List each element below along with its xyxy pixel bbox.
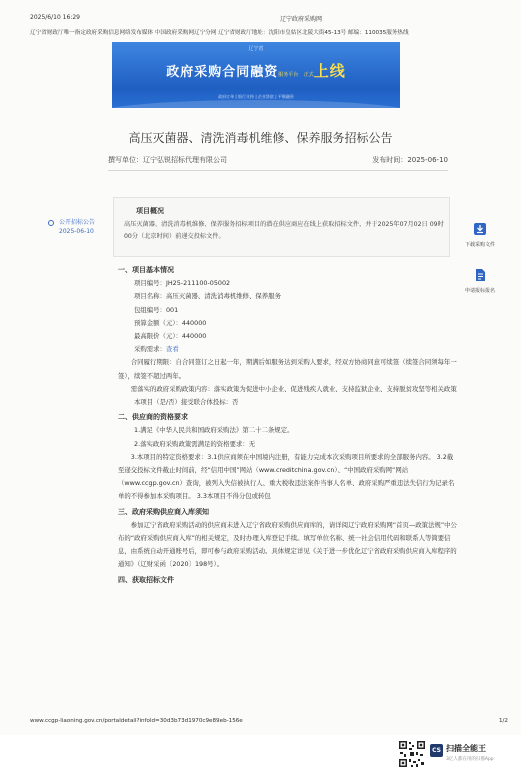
- section-4-heading: 四、获取招标文件: [118, 575, 174, 584]
- qualification-3: 3.本项目的特定资格要求：3.1供应商须在中国境内注册，有能力完成本次采购项目所要求的全部服务内容。 3.2截至递交投标文件截止时间前，经“信用中国”网站（www.creditchina.gov.cn）、“中国政府采购网”网站（www.ccgp.gov.cn）查询，被列入失信被执行人、重大税收违法案件当事人名单、政府采购严重违法失信行为记录名单的不得参加本采购项目。 3.3本项目不得分包或转包: [118, 452, 455, 501]
- notice-title: 高压灭菌器、清洗消毒机维修、保养服务招标公告: [128, 131, 393, 145]
- project-number: 项目编号：JH25-211100-05002: [134, 279, 231, 288]
- consortium-bid: 本项目（是/否）接受联合体投标：否: [134, 398, 239, 407]
- project-overview: [113, 197, 450, 257]
- timeline-dot-icon: [48, 220, 54, 226]
- package-number: 包组编号：001: [134, 305, 179, 314]
- banner-title: [112, 60, 400, 81]
- camscanner-logo-icon: CS: [430, 744, 443, 757]
- section-2-heading: 二、供应商的资格要求: [118, 413, 188, 422]
- qr-code-icon: [398, 740, 426, 768]
- banner-title-official: 正式: [303, 72, 314, 78]
- title-divider: [108, 170, 448, 171]
- qualification-2: 2.落实政府采购政策需满足的资格要求：无: [134, 439, 256, 448]
- site-info-bar: 辽宁省财政厅唯一指定政府采购信息网络发布媒体 中国政府采购网辽宁分网 辽宁省财政厅地址：沈阳市皇姑区北陵大街45-13号 邮编：110035服务热线: [30, 30, 409, 36]
- policy-requirements: 需落实的政府采购政策内容：落实政策为促进中小企业、促进残疾人就业、支持监狱企业、支持脱贫攻坚等相关政策: [130, 384, 457, 393]
- section-3-heading: 三、政府采购供应商入库须知: [118, 507, 209, 516]
- budget-amount: 预算金额（元）：440000: [134, 318, 207, 327]
- scanner-tagline: 3亿人都在用的扫描App: [446, 757, 494, 762]
- apply-register-button[interactable]: [460, 268, 500, 294]
- banner-title-main: 政府采购合同融资: [166, 65, 279, 80]
- publish-date: [372, 155, 448, 165]
- print-url: www.ccgp-liaoning.gov.cn/portaldetail?infold=30d3b73d1970c9e89eb-156e: [30, 718, 243, 724]
- banner-title-platform: 服务平台: [278, 72, 299, 78]
- publish-date-label: 发布时间：: [372, 156, 408, 164]
- sidebar-timeline[interactable]: [48, 218, 95, 236]
- timeline-label: 公开招标公告: [59, 219, 96, 226]
- overview-heading: 项目概况: [136, 207, 164, 215]
- timeline-date: 2025-06-10: [59, 228, 94, 235]
- demand-view-link[interactable]: 查看: [165, 345, 179, 354]
- download-docs-label: 下载采购文件: [464, 242, 495, 248]
- financing-banner[interactable]: [112, 42, 400, 108]
- print-site-name: 辽宁政府采购网: [280, 16, 323, 23]
- project-name: 项目名称：高压灭菌器、清洗消毒机维修、保养服务: [134, 292, 281, 301]
- overview-text: 高压灭菌器、清洗消毒机维修、保养服务招标项目的潜在供应商应在线上获取招标文件，并于2025年07月02日 09时00分（北京时间）前递交投标文件。: [124, 221, 444, 240]
- publish-date-value: 2025-06-10: [407, 156, 448, 164]
- print-footer: [30, 718, 508, 724]
- notice-meta: [108, 155, 448, 165]
- procurement-demand: [118, 343, 458, 356]
- demand-label: 采购需求：: [134, 345, 166, 354]
- banner-arc: [112, 100, 400, 108]
- banner-subtitle: 政府订单 | 银行支持 | 企业贷款 | 平顺融资: [218, 94, 294, 99]
- print-datetime: 2025/6/10 16:29: [30, 14, 80, 21]
- section-1-heading: 一、项目基本情况: [118, 266, 174, 274]
- contract-period: 合同履行期限：自合同签订之日起一年，期满后如服务达到采购人要求，经双方协商同意可续签（续签合同须每年一签），续签不超过两年。: [118, 358, 457, 380]
- scanner-app-name: 扫描全能王: [446, 744, 486, 753]
- document-edit-icon: [473, 268, 487, 282]
- supplier-entry-notice: 参加辽宁省政府采购活动的供应商未进入辽宁省政府采购供应商库的，请详阅辽宁政府采购网“首页—政策法规”中公布的“政府采购供应商入库”的相关规定，及时办理入库登记手续。填写单位名称、统一社会信用代码和联系人等简要信息，由系统自动开通账号后，即可参与政府采购活动。具体规定详见《关于进一步优化辽宁省政府采购供应商入库程序的通知》（辽财采函〔2020〕198号）。: [118, 520, 457, 569]
- banner-title-online: 上线: [313, 62, 346, 80]
- download-icon: [473, 222, 487, 236]
- page-number: 1/2: [498, 718, 508, 724]
- qualification-1: 1.满足《中华人民共和国政府采购法》第二十二条规定。: [134, 426, 294, 435]
- notice-body: [118, 262, 458, 587]
- banner-org: 辽宁省: [248, 46, 264, 52]
- author-label: 撰写单位：: [108, 156, 143, 164]
- author-value: 辽宁弘锐招标代理有限公司: [143, 156, 227, 164]
- max-price: 最高限价（元）：440000: [134, 332, 207, 341]
- download-docs-button[interactable]: [460, 222, 500, 248]
- apply-register-label: 申请报标报名: [464, 288, 495, 294]
